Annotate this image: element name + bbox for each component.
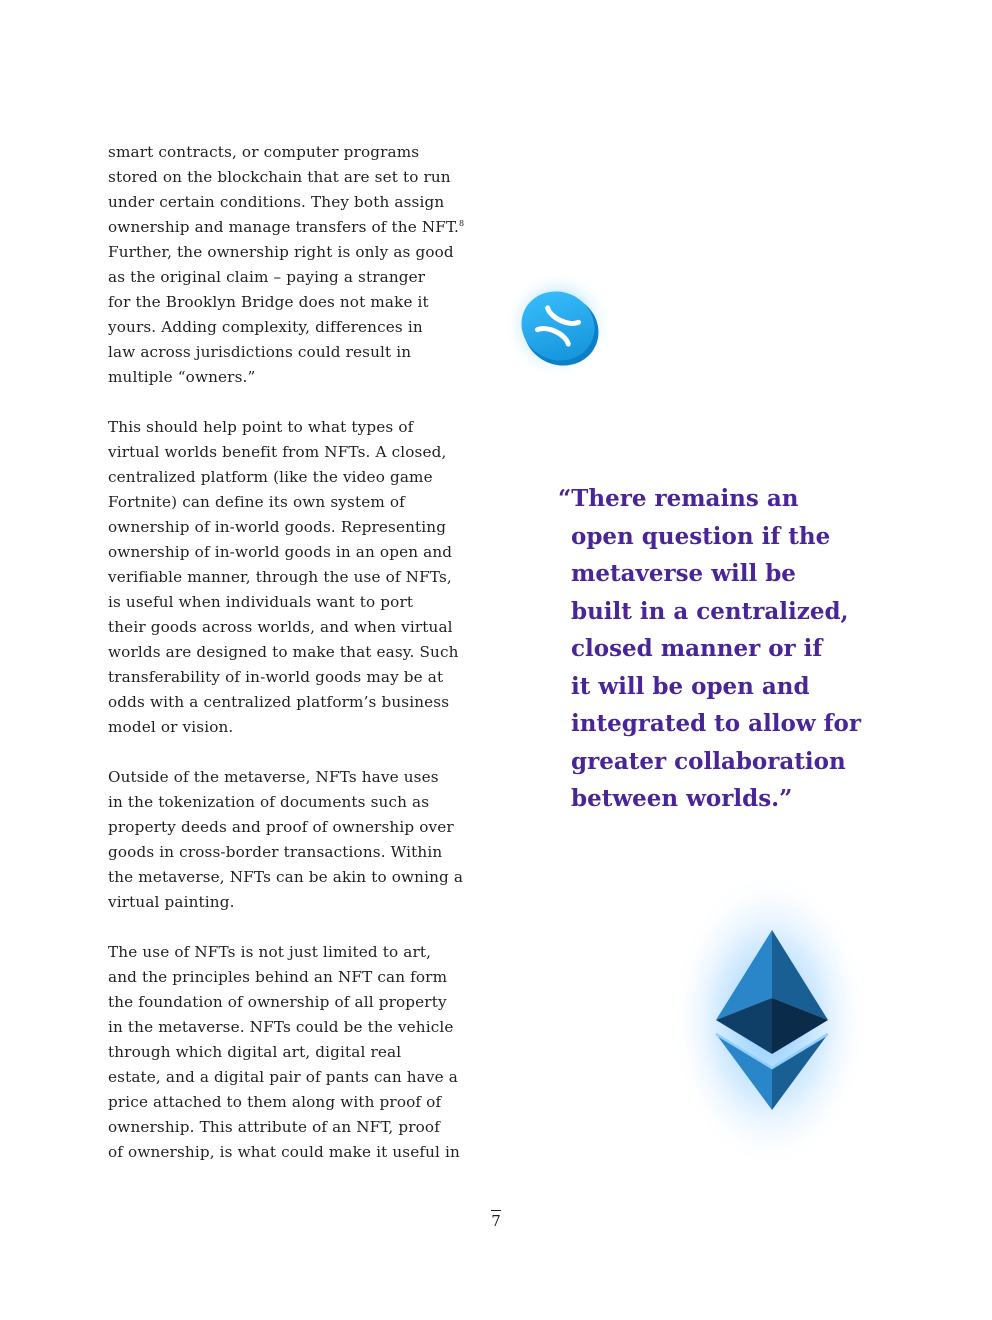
paragraph-1-continuation: Further, the ownership right is only as good as the original claim – paying a stranger for the Brooklyn Bridge does not make it yours. Adding complexity, differences in law across jurisdictions could result in multiple “owners.”	[108, 243, 454, 386]
body-text-column	[108, 140, 473, 1190]
body-paragraph-2: This should help point to what types of virtual worlds benefit from NFTs. A closed, centralized platform (like the video game Fortnite) can define its own system of ownership of in-world goods. Representing ownership of in-world goods in an open and verifiable manner, through the use of NFTs, is useful when individuals want to port their goods across worlds, and when virtual worlds are designed to make that easy. Such transferability of in-world goods may be at odds with a centralized platform’s business model or vision.	[108, 418, 459, 736]
page-number	[0, 1212, 992, 1230]
pull-quote: “There remains an open question if the metaverse will be built in a centralized, closed manner or if it will be open and integrated to allow for greater collaboration between worlds.”	[558, 485, 862, 812]
body-paragraph-1	[108, 140, 473, 390]
paragraph-1-text: smart contracts, or computer programs stored on the blockchain that are set to run under certain conditions. They both assign ownership and manage transfers of the NFT.	[108, 143, 459, 236]
page-number-text: 7	[491, 1212, 501, 1230]
footnote-reference[interactable]: 8	[459, 218, 465, 228]
body-paragraph-3: Outside of the metaverse, NFTs have uses in the tokenization of documents such as property deeds and proof of ownership over goods in cross-border transactions. Within the metaverse, NFTs can be akin to owning a virtual painting.	[108, 768, 464, 911]
ripple-coin-icon	[503, 270, 613, 380]
ethereum-logo-icon	[648, 848, 886, 1194]
body-paragraph-4: The use of NFTs is not just limited to art, and the principles behind an NFT can form the foundation of ownership of all property in the metaverse. NFTs could be the vehicle through which digital art, digital real estate, and a digital pair of pants can have a price attached to them along with proof of ownership. This attribute of an NFT, proof of ownership, is what could make it useful in	[108, 943, 460, 1161]
